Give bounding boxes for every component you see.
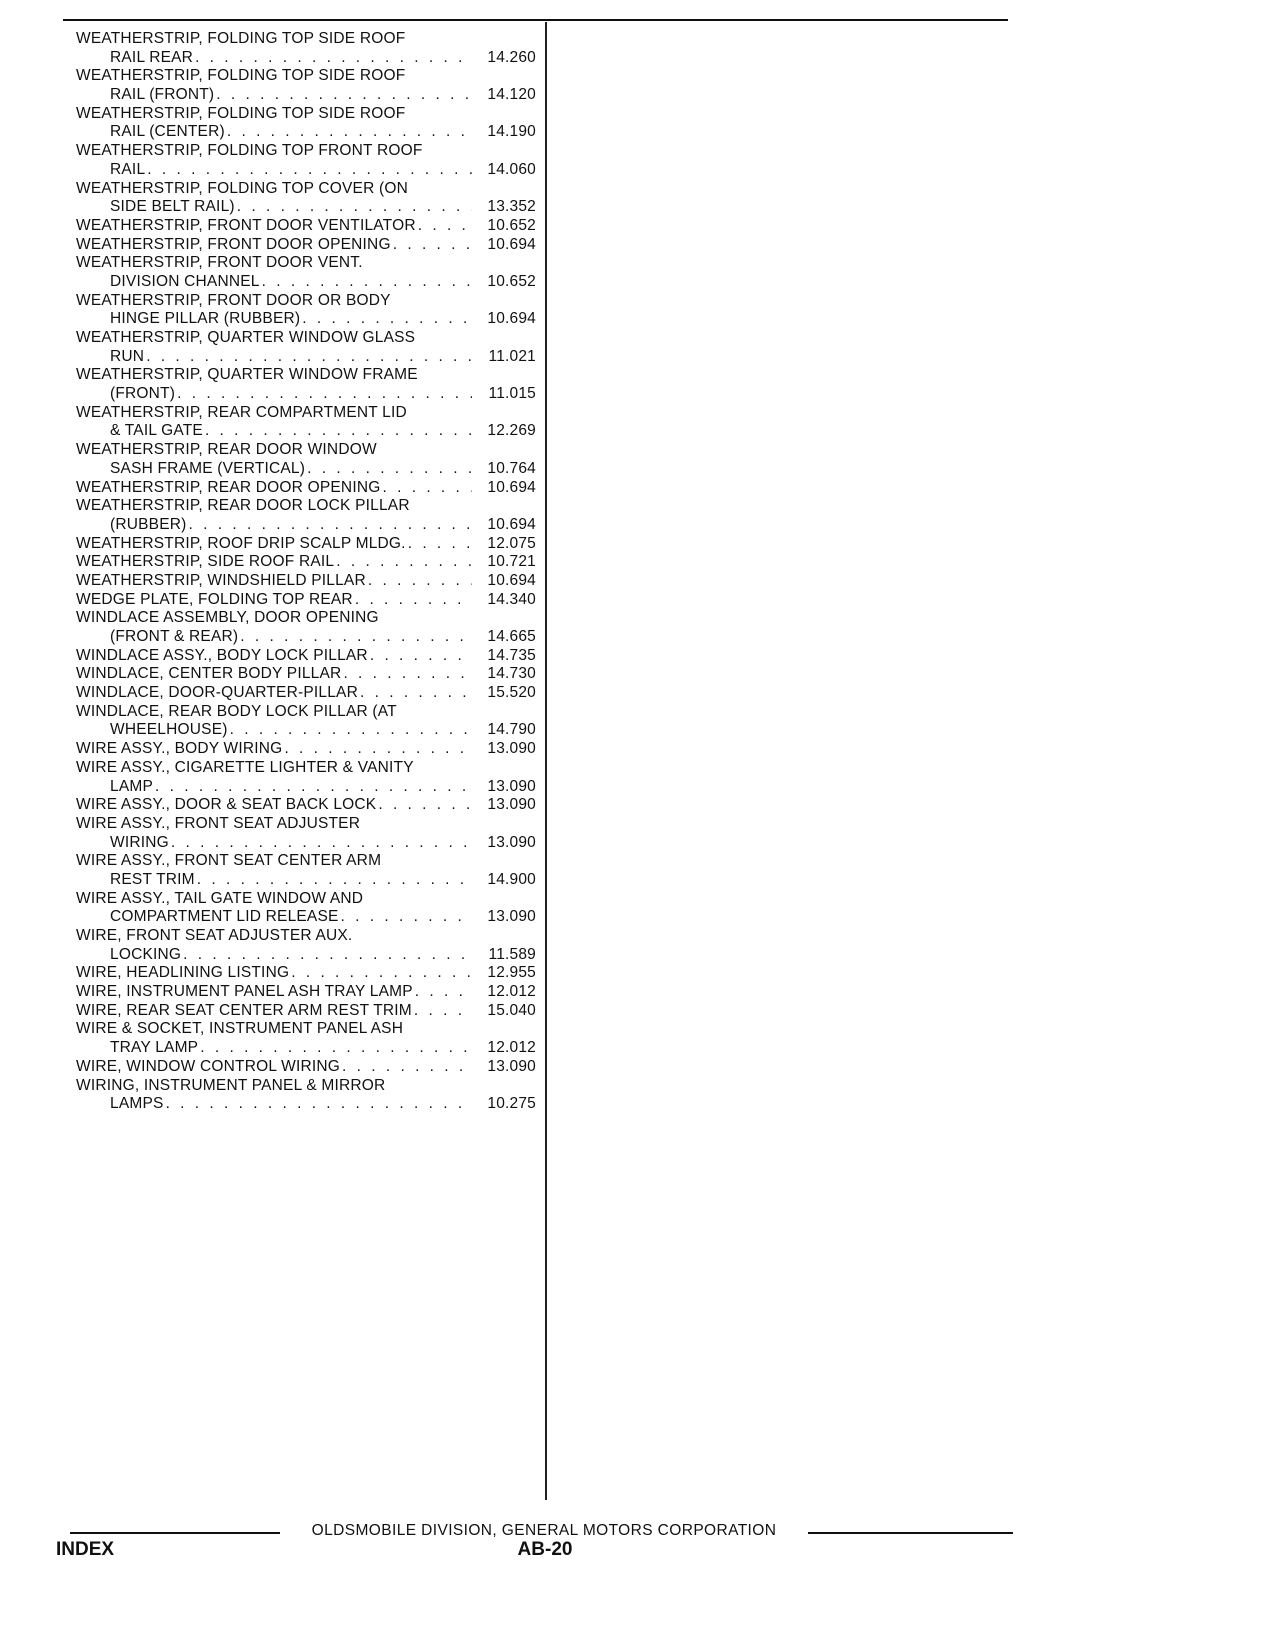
index-entry (76, 292, 536, 329)
entry-page-number: 11.021 (488, 347, 536, 365)
entry-text: WEATHERSTRIP, FRONT DOOR VENTILATOR (76, 216, 416, 234)
index-entry (76, 591, 536, 610)
top-rule (63, 19, 1008, 21)
index-entry (76, 254, 536, 291)
index-entry (76, 553, 536, 572)
dot-leader (418, 217, 472, 236)
entry-page-number: 10.721 (487, 553, 536, 571)
entry-text: WIRE, WINDOW CONTROL WIRING (76, 1057, 340, 1075)
entry-line (76, 1058, 536, 1077)
entry-page-number: 10.694 (487, 310, 536, 328)
entry-line (76, 852, 536, 871)
dot-leader (370, 647, 472, 666)
entry-continuation-line (76, 721, 536, 740)
entry-line (76, 1002, 536, 1021)
entry-line (76, 404, 536, 423)
entry-line (76, 759, 536, 778)
entry-page-number: 14.120 (487, 86, 536, 104)
entry-line (76, 479, 536, 498)
index-entry (76, 497, 536, 534)
index-entry (76, 815, 536, 852)
entry-text: SASH FRAME (VERTICAL) (110, 459, 306, 477)
dot-leader (291, 964, 472, 983)
index-entry (76, 572, 536, 591)
entry-page-number: 14.900 (487, 870, 536, 888)
dot-leader (197, 871, 472, 890)
index-entry (76, 535, 536, 554)
entry-line (76, 740, 536, 759)
entry-line (76, 796, 536, 815)
dot-leader (307, 460, 472, 479)
entry-text: HINGE PILLAR (RUBBER) (110, 310, 301, 328)
entry-page-number: 10.652 (487, 216, 536, 234)
entry-continuation-line (76, 348, 536, 367)
entry-line (76, 292, 536, 311)
dot-leader (360, 684, 472, 703)
entry-text: WEATHERSTRIP, REAR DOOR LOCK PILLAR (76, 497, 410, 515)
entry-page-number: 12.012 (487, 1039, 536, 1057)
entry-text: WIRING, INSTRUMENT PANEL & MIRROR (76, 1076, 386, 1094)
entry-text: WEATHERSTRIP, REAR DOOR OPENING (76, 478, 381, 496)
entry-page-number: 14.735 (487, 646, 536, 664)
index-entry (76, 67, 536, 104)
entry-line (76, 142, 536, 161)
entry-line (76, 927, 536, 946)
entry-text: DIVISION CHANNEL (110, 272, 260, 290)
entry-page-number: 10.764 (487, 459, 536, 477)
dot-leader (415, 983, 472, 1002)
index-entry (76, 30, 536, 67)
entry-line (76, 1077, 536, 1096)
index-entry (76, 647, 536, 666)
dot-leader (195, 49, 472, 68)
entry-text: WEATHERSTRIP, FOLDING TOP SIDE ROOF (76, 67, 406, 85)
dot-leader (368, 572, 472, 591)
entry-continuation-line (76, 310, 536, 329)
entry-text: (RUBBER) (110, 515, 187, 533)
dot-leader (166, 1095, 472, 1114)
entry-page-number: 13.090 (487, 796, 536, 814)
entry-text: WIRE, FRONT SEAT ADJUSTER AUX. (76, 927, 353, 944)
dot-leader (284, 740, 472, 759)
entry-text: RAIL (110, 160, 146, 178)
entry-text: WEATHERSTRIP, FRONT DOOR OR BODY (76, 291, 391, 309)
entry-page-number: 13.090 (487, 1057, 536, 1075)
entry-line (76, 535, 536, 554)
entry-continuation-line (76, 422, 536, 441)
index-entry (76, 1077, 536, 1114)
dot-leader (146, 348, 472, 367)
dot-leader (205, 422, 472, 441)
entry-text: WIRING (110, 833, 169, 851)
dot-leader (342, 1058, 472, 1077)
entry-continuation-line (76, 123, 536, 142)
dot-leader (200, 1039, 472, 1058)
entry-text: RAIL (CENTER) (110, 123, 225, 141)
index-entry (76, 366, 536, 403)
index-entry (76, 1058, 536, 1077)
entry-text: WEATHERSTRIP, WINDSHIELD PILLAR (76, 571, 366, 589)
entry-text: LOCKING (110, 945, 182, 963)
entry-text: WEATHERSTRIP, QUARTER WINDOW GLASS (76, 329, 416, 346)
entry-text: WIRE ASSY., BODY WIRING (76, 740, 283, 758)
entry-text: WINDLACE ASSY., BODY LOCK PILLAR (76, 646, 368, 664)
entry-page-number: 10.694 (487, 478, 536, 496)
entry-text: (FRONT) (110, 385, 176, 403)
index-entry (76, 479, 536, 498)
entry-continuation-line (76, 49, 536, 68)
index-entry (76, 180, 536, 217)
entry-text: WHEELHOUSE) (110, 721, 228, 739)
index-entry (76, 964, 536, 983)
index-entry (76, 329, 536, 366)
dot-leader (189, 516, 472, 535)
dot-leader (227, 123, 472, 142)
index-entry (76, 684, 536, 703)
dot-leader (355, 591, 472, 610)
index-list (76, 30, 536, 1114)
entry-line (76, 665, 536, 684)
index-entry (76, 609, 536, 646)
entry-continuation-line (76, 946, 536, 965)
dot-leader (408, 535, 472, 554)
entry-text: WEATHERSTRIP, FOLDING TOP FRONT ROOF (76, 142, 423, 160)
dot-leader (155, 778, 472, 797)
entry-line (76, 553, 536, 572)
entry-line (76, 1020, 536, 1039)
entry-text: WEATHERSTRIP, FRONT DOOR VENT. (76, 254, 363, 272)
index-entry (76, 740, 536, 759)
entry-page-number: 14.340 (487, 590, 536, 608)
entry-page-number: 13.090 (487, 908, 536, 926)
entry-line (76, 217, 536, 236)
entry-text: WEATHERSTRIP, SIDE ROOF RAIL (76, 553, 335, 571)
entry-continuation-line (76, 86, 536, 105)
footer-rule-right (808, 1532, 1013, 1534)
entry-page-number: 10.652 (487, 272, 536, 290)
entry-line (76, 890, 536, 909)
entry-line (76, 67, 536, 86)
entry-continuation-line (76, 778, 536, 797)
entry-continuation-line (76, 198, 536, 217)
dot-leader (147, 161, 472, 180)
index-entry (76, 105, 536, 142)
entry-text: WIRE ASSY., CIGARETTE LIGHTER & VANITY (76, 758, 414, 776)
dot-leader (237, 198, 472, 217)
footer-rule-left (70, 1532, 280, 1534)
entry-text: WINDLACE, CENTER BODY PILLAR (76, 665, 342, 683)
entry-continuation-line (76, 628, 536, 647)
entry-text: WEATHERSTRIP, ROOF DRIP SCALP MLDG. (76, 534, 406, 552)
entry-text: WEATHERSTRIP, FOLDING TOP SIDE ROOF (76, 30, 406, 47)
footer-page-number: AB-20 (517, 1539, 573, 1560)
entry-page-number: 14.260 (487, 48, 536, 66)
entry-line (76, 366, 536, 385)
entry-line (76, 703, 536, 722)
entry-page-number: 15.040 (487, 1001, 536, 1019)
entry-line (76, 105, 536, 124)
entry-text: (FRONT & REAR) (110, 628, 239, 645)
entry-continuation-line (76, 460, 536, 479)
entry-line (76, 30, 536, 49)
entry-line (76, 609, 536, 628)
entry-page-number: 10.694 (487, 571, 536, 589)
entry-text: WIRE ASSY., TAIL GATE WINDOW AND (76, 889, 364, 907)
index-entry (76, 441, 536, 478)
entry-page-number: 13.090 (487, 777, 536, 795)
entry-text: WINDLACE, DOOR-QUARTER-PILLAR (76, 684, 358, 702)
dot-leader (171, 834, 472, 853)
entry-page-number: 15.520 (487, 684, 536, 702)
entry-continuation-line (76, 1039, 536, 1058)
entry-page-number: 12.075 (487, 534, 536, 552)
entry-line (76, 254, 536, 273)
index-entry (76, 703, 536, 740)
entry-text: LAMP (110, 777, 154, 795)
index-entry (76, 1002, 536, 1021)
footer-division: OLDSMOBILE DIVISION, GENERAL MOTORS CORPORATION (311, 1522, 777, 1539)
dot-leader (336, 553, 472, 572)
entry-continuation-line (76, 1095, 536, 1114)
entry-text: COMPARTMENT LID RELEASE (110, 908, 339, 926)
entry-page-number: 10.275 (487, 1095, 536, 1113)
entry-text: WIRE ASSY., FRONT SEAT ADJUSTER (76, 814, 361, 832)
entry-text: WEATHERSTRIP, FRONT DOOR OPENING (76, 235, 391, 253)
entry-text: & TAIL GATE (110, 422, 203, 440)
entry-text: RAIL (FRONT) (110, 86, 215, 104)
entry-text: WEATHERSTRIP, FOLDING TOP COVER (ON (76, 179, 408, 197)
dot-leader (382, 479, 472, 498)
dot-leader (262, 273, 472, 292)
entry-page-number: 14.790 (487, 721, 536, 739)
entry-text: WEATHERSTRIP, QUARTER WINDOW FRAME (76, 366, 418, 384)
entry-page-number: 11.015 (488, 385, 536, 403)
entry-line (76, 684, 536, 703)
entry-text: WIRE, REAR SEAT CENTER ARM REST TRIM (76, 1001, 412, 1019)
entry-text: WEDGE PLATE, FOLDING TOP REAR (76, 590, 353, 608)
entry-text: REST TRIM (110, 870, 195, 888)
entry-text: WIRE ASSY., DOOR & SEAT BACK LOCK (76, 796, 377, 814)
entry-text: WIRE ASSY., FRONT SEAT CENTER ARM (76, 852, 382, 870)
dot-leader (240, 628, 472, 647)
entry-continuation-line (76, 834, 536, 853)
entry-continuation-line (76, 385, 536, 404)
entry-text: WEATHERSTRIP, FOLDING TOP SIDE ROOF (76, 104, 406, 122)
entry-text: WEATHERSTRIP, REAR DOOR WINDOW (76, 441, 377, 459)
entry-continuation-line (76, 273, 536, 292)
entry-line (76, 180, 536, 199)
entry-continuation-line (76, 516, 536, 535)
entry-page-number: 14.730 (487, 665, 536, 683)
entry-page-number: 10.694 (487, 515, 536, 533)
dot-leader (177, 385, 472, 404)
entry-page-number: 13.352 (487, 198, 536, 216)
entry-page-number: 12.269 (487, 422, 536, 440)
dot-leader (378, 796, 472, 815)
entry-line (76, 441, 536, 460)
entry-text: LAMPS (110, 1095, 164, 1113)
entry-text: WIRE, INSTRUMENT PANEL ASH TRAY LAMP (76, 983, 413, 1001)
entry-page-number: 13.090 (487, 833, 536, 851)
entry-line (76, 572, 536, 591)
entry-text: WINDLACE, REAR BODY LOCK PILLAR (AT (76, 702, 397, 720)
entry-text: WIRE & SOCKET, INSTRUMENT PANEL ASH (76, 1020, 404, 1038)
footer-section-label: INDEX (56, 1539, 115, 1560)
entry-text: SIDE BELT RAIL) (110, 198, 235, 216)
entry-line (76, 815, 536, 834)
entry-text: WINDLACE ASSEMBLY, DOOR OPENING (76, 609, 379, 627)
entry-page-number: 11.589 (488, 945, 536, 963)
entry-page-number: 12.955 (487, 964, 536, 982)
entry-line (76, 983, 536, 1002)
entry-page-number: 14.060 (487, 160, 536, 178)
dot-leader (414, 1002, 472, 1021)
entry-text: RAIL REAR (110, 48, 194, 66)
entry-text: WEATHERSTRIP, REAR COMPARTMENT LID (76, 403, 407, 421)
entry-line (76, 329, 536, 348)
index-entry (76, 1020, 536, 1057)
index-entry (76, 665, 536, 684)
entry-continuation-line (76, 908, 536, 927)
dot-leader (216, 86, 472, 105)
dot-leader (230, 721, 472, 740)
entry-line (76, 497, 536, 516)
index-entry (76, 890, 536, 927)
index-entry (76, 142, 536, 179)
dot-leader (341, 908, 472, 927)
entry-text: RUN (110, 347, 145, 365)
index-entry (76, 759, 536, 796)
index-entry (76, 927, 536, 964)
entry-line (76, 647, 536, 666)
entry-continuation-line (76, 871, 536, 890)
dot-leader (393, 236, 472, 255)
index-entry (76, 236, 536, 255)
entry-line (76, 964, 536, 983)
entry-text: WIRE, HEADLINING LISTING (76, 964, 290, 982)
entry-page-number: 13.090 (487, 740, 536, 758)
index-entry (76, 852, 536, 889)
entry-page-number: 10.694 (487, 235, 536, 253)
dot-leader (183, 946, 472, 965)
index-entry (76, 217, 536, 236)
index-entry (76, 404, 536, 441)
entry-continuation-line (76, 161, 536, 180)
dot-leader (343, 665, 472, 684)
column-divider (545, 22, 547, 1500)
entry-line (76, 236, 536, 255)
entry-page-number: 14.665 (487, 628, 536, 645)
index-entry (76, 983, 536, 1002)
entry-text: TRAY LAMP (110, 1039, 199, 1057)
entry-line (76, 591, 536, 610)
entry-page-number: 14.190 (487, 123, 536, 141)
index-entry (76, 796, 536, 815)
entry-page-number: 12.012 (487, 983, 536, 1001)
dot-leader (302, 310, 472, 329)
